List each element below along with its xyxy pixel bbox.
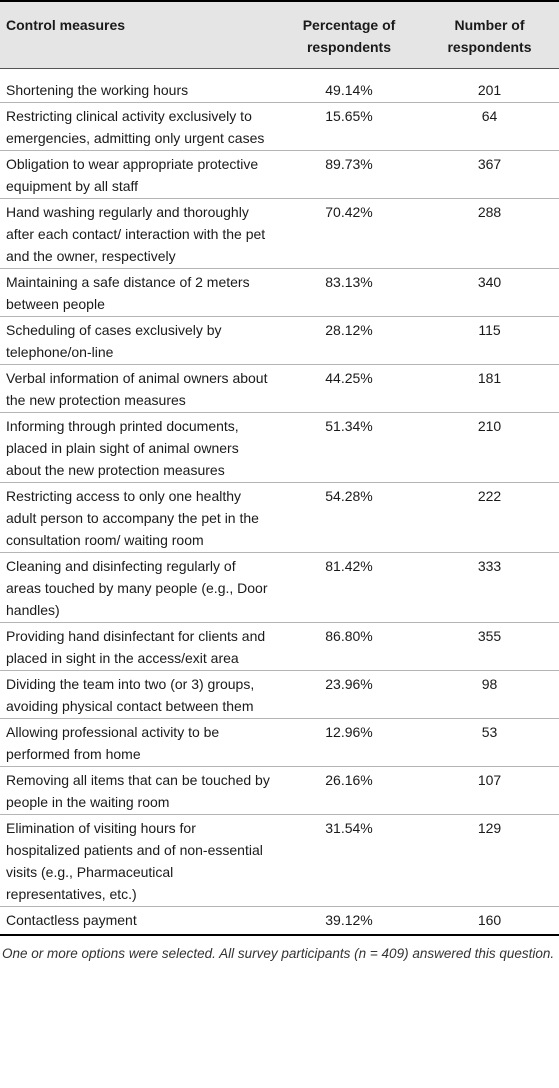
table-footnote: One or more options were selected. All survey participants (n = 409) answered this question. — [2, 946, 555, 961]
table-row — [0, 483, 559, 553]
cell-control-measure: Allowing professional activity to be performed from home — [0, 719, 278, 767]
table-row — [0, 719, 559, 767]
cell-control-measure: Dividing the team into two (or 3) groups, avoiding physical contact between them — [0, 671, 278, 719]
table-row — [0, 907, 559, 936]
table-row — [0, 151, 559, 199]
table-row — [0, 671, 559, 719]
cell-percentage: 89.73% — [278, 151, 420, 199]
cell-number: 210 — [420, 413, 559, 483]
cell-control-measure: Restricting access to only one healthy adult person to accompany the pet in the consultation room/ waiting room — [0, 483, 278, 553]
cell-number: 288 — [420, 199, 559, 269]
cell-percentage: 51.34% — [278, 413, 420, 483]
table-row — [0, 767, 559, 815]
cell-control-measure: Scheduling of cases exclusively by telephone/on-line — [0, 317, 278, 365]
cell-percentage: 31.54% — [278, 815, 420, 907]
cell-percentage: 49.14% — [278, 69, 420, 103]
cell-number: 340 — [420, 269, 559, 317]
table-row — [0, 815, 559, 907]
table-row — [0, 317, 559, 365]
table-body — [0, 69, 559, 936]
cell-number: 201 — [420, 69, 559, 103]
cell-percentage: 28.12% — [278, 317, 420, 365]
cell-control-measure: Cleaning and disinfecting regularly of areas touched by many people (e.g., Door handles) — [0, 553, 278, 623]
header-percentage: Percentage of respondents — [278, 1, 420, 69]
cell-control-measure: Maintaining a safe distance of 2 meters between people — [0, 269, 278, 317]
cell-percentage: 86.80% — [278, 623, 420, 671]
cell-control-measure: Contactless payment — [0, 907, 278, 936]
table-row — [0, 69, 559, 103]
cell-number: 181 — [420, 365, 559, 413]
table-row — [0, 623, 559, 671]
cell-percentage: 26.16% — [278, 767, 420, 815]
table-row — [0, 103, 559, 151]
cell-percentage: 23.96% — [278, 671, 420, 719]
table-row — [0, 553, 559, 623]
cell-percentage: 39.12% — [278, 907, 420, 936]
cell-number: 107 — [420, 767, 559, 815]
table-row — [0, 269, 559, 317]
header-row — [0, 1, 559, 69]
cell-control-measure: Informing through printed documents, placed in plain sight of animal owners about the new protection measures — [0, 413, 278, 483]
cell-percentage: 54.28% — [278, 483, 420, 553]
cell-percentage: 70.42% — [278, 199, 420, 269]
cell-control-measure: Restricting clinical activity exclusively to emergencies, admitting only urgent cases — [0, 103, 278, 151]
cell-number: 129 — [420, 815, 559, 907]
cell-control-measure: Hand washing regularly and thoroughly after each contact/ interaction with the pet and the owner, respectively — [0, 199, 278, 269]
cell-number: 367 — [420, 151, 559, 199]
header-number: Number of respondents — [420, 1, 559, 69]
cell-number: 115 — [420, 317, 559, 365]
cell-number: 160 — [420, 907, 559, 936]
cell-number: 355 — [420, 623, 559, 671]
header-control-measures: Control measures — [0, 1, 278, 69]
cell-percentage: 15.65% — [278, 103, 420, 151]
cell-control-measure: Removing all items that can be touched by people in the waiting room — [0, 767, 278, 815]
table-header — [0, 1, 559, 69]
cell-percentage: 44.25% — [278, 365, 420, 413]
cell-number: 53 — [420, 719, 559, 767]
cell-control-measure: Verbal information of animal owners about the new protection measures — [0, 365, 278, 413]
cell-control-measure: Shortening the working hours — [0, 69, 278, 103]
table-row — [0, 365, 559, 413]
cell-number: 64 — [420, 103, 559, 151]
cell-percentage: 12.96% — [278, 719, 420, 767]
cell-number: 222 — [420, 483, 559, 553]
cell-control-measure: Providing hand disinfectant for clients and placed in sight in the access/exit area — [0, 623, 278, 671]
table-row — [0, 199, 559, 269]
cell-percentage: 81.42% — [278, 553, 420, 623]
cell-percentage: 83.13% — [278, 269, 420, 317]
table-row — [0, 413, 559, 483]
cell-control-measure: Obligation to wear appropriate protective equipment by all staff — [0, 151, 278, 199]
cell-number: 333 — [420, 553, 559, 623]
cell-number: 98 — [420, 671, 559, 719]
cell-control-measure: Elimination of visiting hours for hospitalized patients and of non-essential visits (e.g., Pharmaceutical representatives, etc.) — [0, 815, 278, 907]
